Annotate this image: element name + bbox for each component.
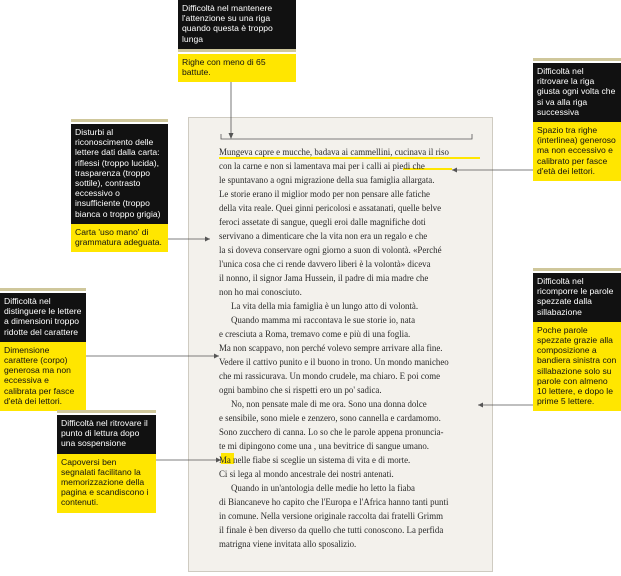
annotation-title: Difficoltà nel ricomporre le parole spezzate dalla sillabazione <box>533 273 621 322</box>
annotation-card-hyphenation <box>533 268 621 411</box>
annotation-title: Difficoltà nel distinguere le lettere a dimensioni troppo ridotte del carattere <box>0 293 86 342</box>
annotation-detail: Righe con meno di 65 battute. <box>178 54 296 82</box>
annotation-card-paper <box>71 119 168 252</box>
annotation-card-font-size <box>0 288 86 411</box>
body-text <box>219 145 487 551</box>
text-line: matrigna viene invitata allo sposalizio. <box>219 539 357 549</box>
line-length-bracket <box>221 134 472 139</box>
text-line: con la carne e non si lamentava mai per i calli ai piedi che <box>219 161 425 171</box>
annotation-title: Disturbi al riconoscimento delle lettere dati dalla carta: riflessi (troppo lucida), trasparenza (troppo sottile), contrasto eccessivo o insufficiente (troppo bianca o troppo grigia) <box>71 124 168 224</box>
text-line: della vita reale. Quei ginni pericolosi e assatanati, quelle belve <box>219 203 442 213</box>
divider <box>57 410 156 413</box>
text-line: il finale è ben diverso da quello che tutti conoscono. La perfida <box>219 525 444 535</box>
text-line: il nonno, il signor Jama Hussein, il padre di mia madre che <box>219 273 429 283</box>
text-line: la si doveva conservare ogni giorno a suon di volontà. «Perché <box>219 245 442 255</box>
annotation-card-interline <box>533 58 621 181</box>
text-line: ogni bambino che si rispetti ero un po' sadica. <box>219 385 382 395</box>
divider <box>533 268 621 271</box>
text-line: te mi dipingono come una , una bevitrice di sangue umano. <box>219 441 429 451</box>
text-line: No, non pensate male di me ora. Sono una donna dolce <box>231 399 427 409</box>
text-line: le spuntavano a ogni migrazione della sua famiglia allargata. <box>219 175 435 185</box>
text-line: La vita della mia famiglia è un lungo atto di volontà. <box>231 301 419 311</box>
annotation-detail: Spazio tra righe (interlinea) generoso ma non eccessivo e calibrato per fasce d'età dei lettori. <box>533 122 621 181</box>
annotation-detail: Dimensione carattere (corpo) generosa ma non eccessiva e calibrata per fasce d'età dei lettori. <box>0 342 86 411</box>
text-line: Vedere il cattivo punito e il buono in trono. Un mondo manicheo <box>219 357 449 367</box>
divider <box>0 288 86 291</box>
text-line: in comune. Nella versione originale raccolta dai fratelli Grimm <box>219 511 444 521</box>
divider <box>178 49 296 52</box>
annotation-title: Difficoltà nel ritrovare la riga giusta ogni volta che si va alla riga successiva <box>533 63 621 122</box>
annotation-card-paragraphs <box>57 410 156 513</box>
text-line: non ho mai conosciuto. <box>219 287 302 297</box>
text-line: Ci si lega al mondo ancestrale dei nostri antenati. <box>219 469 394 479</box>
annotation-card-line-length <box>178 0 296 82</box>
text-line: Sono zucchero di canna. Lo so che le parole appena pronuncia- <box>219 427 444 437</box>
annotation-title: Difficoltà nel ritrovare il punto di lettura dopo una sospensione <box>57 415 156 454</box>
annotation-detail: Poche parole spezzate grazie alla composizione a bandiera sinistra con sillabazione solo su parole con almeno 10 lettere, e dopo le prime 5 lettere. <box>533 322 621 412</box>
text-line: Quando mamma mi raccontava le sue storie io, nata <box>231 315 416 325</box>
annotation-title: Difficoltà nel mantenere l'attenzione su una riga quando questa è troppo lunga <box>178 0 296 49</box>
text-line: servivano a dimenticare che la vita non era un regalo e che <box>219 231 428 241</box>
text-line: l'unica cosa che ci rende davvero liberi è la volontà» diceva <box>219 259 431 269</box>
text-line: Le storie erano il miglior modo per non pensare alle fatiche <box>219 189 430 199</box>
text-line: Ma non scappavo, non perché volevo sempre arrivare alla fine. <box>219 343 443 353</box>
text-line: che mi rassicurava. Un mondo crudele, ma chiaro. E poi come <box>219 371 441 381</box>
text-line: Quando in un'antologia delle medie ho letto la fiaba <box>231 483 415 493</box>
annotation-detail: Capoversi ben segnalati facilitano la memorizzazione della pagina e scandiscono i contenuti. <box>57 454 156 513</box>
divider <box>71 119 168 122</box>
text-line: Mungeva capre e mucche, badava ai cammellini, cucinava il riso <box>219 147 449 157</box>
text-line: feroci assetate di sangue, quegli eroi dalle magnifiche doti <box>219 217 426 227</box>
divider <box>533 58 621 61</box>
text-line: di Biancaneve ho capito che l'Europa e l'Africa hanno tanti punti <box>219 497 449 507</box>
text-line: e sensibile, sono miele e zenzero, sono cannella e cardamomo. <box>219 413 441 423</box>
annotation-detail: Carta 'uso mano' di grammatura adeguata. <box>71 224 168 252</box>
text-line: Ma nelle fiabe si sceglie un sistema di vita e di morte. <box>219 455 411 465</box>
text-line: e cresciuta a Roma, tremavo come e più di una foglia. <box>219 329 411 339</box>
